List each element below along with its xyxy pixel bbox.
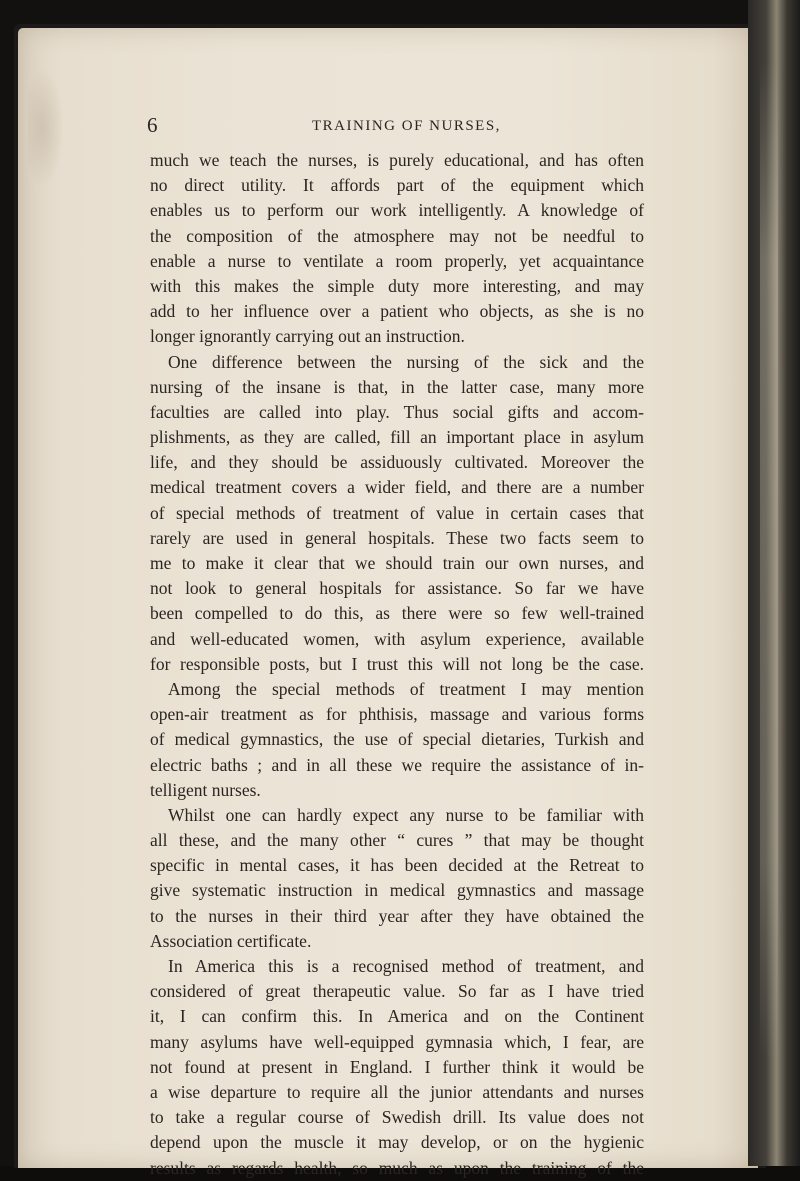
text-line: In America this is a recognised method of treatment, and xyxy=(168,956,644,976)
page-number: 6 xyxy=(147,113,158,137)
text-line: me to make it clear that we should train our own nurses, and xyxy=(150,553,644,573)
text-line: enables us to perform our work intelligently. A knowledge of xyxy=(150,200,644,221)
text-line: Association certificate. xyxy=(150,930,312,951)
text-line: and well-educated women, with asylum experience, available xyxy=(150,628,644,649)
text-line: Among the special methods of treatment I may mention xyxy=(168,678,644,699)
text-line: longer ignorantly carrying out an instruction. xyxy=(150,326,465,347)
body-text xyxy=(150,148,644,1181)
text-line: with this makes the simple duty more interesting, and may xyxy=(150,275,644,296)
text-line: add to her influence over a patient who objects, as she is no xyxy=(150,301,644,322)
text-line: telligent nurses. xyxy=(150,779,261,800)
text-line: Whilst one can hardly expect any nurse to be familiar with xyxy=(168,804,644,825)
text-line: considered of great therapeutic value. So far as I have tried xyxy=(150,981,644,1002)
text-line: many asylums have well-equipped gymnasia which, I fear, are xyxy=(150,1031,644,1052)
text-line: nursing of the insane is that, in the latter case, many more xyxy=(150,376,644,397)
text-line: of special methods of treatment of value in certain cases that xyxy=(150,502,644,523)
page-header xyxy=(147,113,647,139)
text-line: rarely are used in general hospitals. These two facts seem to xyxy=(150,527,644,548)
text-line: electric baths ; and in all these we require the assistance of in- xyxy=(150,754,644,775)
text-line: medical treatment covers a wider field, and there are a number xyxy=(150,477,644,498)
text-line: much we teach the nurses, is purely educational, and has often xyxy=(150,150,644,170)
text-line: faculties are called into play. Thus social gifts and accom- xyxy=(150,401,644,422)
text-line: not look to general hospitals for assistance. So far we have xyxy=(150,578,644,599)
text-line: open-air treatment as for phthisis, massage and various forms xyxy=(150,704,644,725)
text-line: no direct utility. It affords part of the equipment which xyxy=(150,175,644,196)
text-line: results as regards health, so much as upon the training of the xyxy=(150,1157,644,1178)
text-line: of medical gymnastics, the use of special dietaries, Turkish and xyxy=(150,729,644,750)
text-line: not found at present in England. I further think it would be xyxy=(150,1056,644,1077)
text-line: life, and they should be assiduously cultivated. Moreover the xyxy=(150,452,644,473)
text-line: give systematic instruction in medical gymnastics and massage xyxy=(150,880,644,901)
text-line: depend upon the muscle it may develop, or on the hygienic xyxy=(150,1132,644,1153)
text-line: specific in mental cases, it has been decided at the Retreat to xyxy=(150,855,644,876)
text-line: all these, and the many other “ cures ” that may be thought xyxy=(150,830,644,851)
running-head: TRAINING OF NURSES, xyxy=(312,118,501,134)
text-line: plishments, as they are called, fill an important place in asylum xyxy=(150,427,644,448)
text-line: One difference between the nursing of the sick and the xyxy=(168,351,644,372)
text-line: to take a regular course of Swedish drill. Its value does not xyxy=(150,1107,644,1128)
book-edge-right xyxy=(748,0,800,1166)
text-line: a wise departure to require all the junior attendants and nurses xyxy=(150,1081,644,1102)
text-line: enable a nurse to ventilate a room properly, yet acquaintance xyxy=(150,250,644,271)
text-line: it, I can confirm this. In America and on the Continent xyxy=(150,1006,644,1027)
text-line: the composition of the atmosphere may not be needful to xyxy=(150,225,644,246)
text-line: to the nurses in their third year after they have obtained the xyxy=(150,905,644,926)
text-line: been compelled to do this, as there were so few well-trained xyxy=(150,603,644,624)
text-line: for responsible posts, but I trust this will not long be the case. xyxy=(150,653,644,674)
